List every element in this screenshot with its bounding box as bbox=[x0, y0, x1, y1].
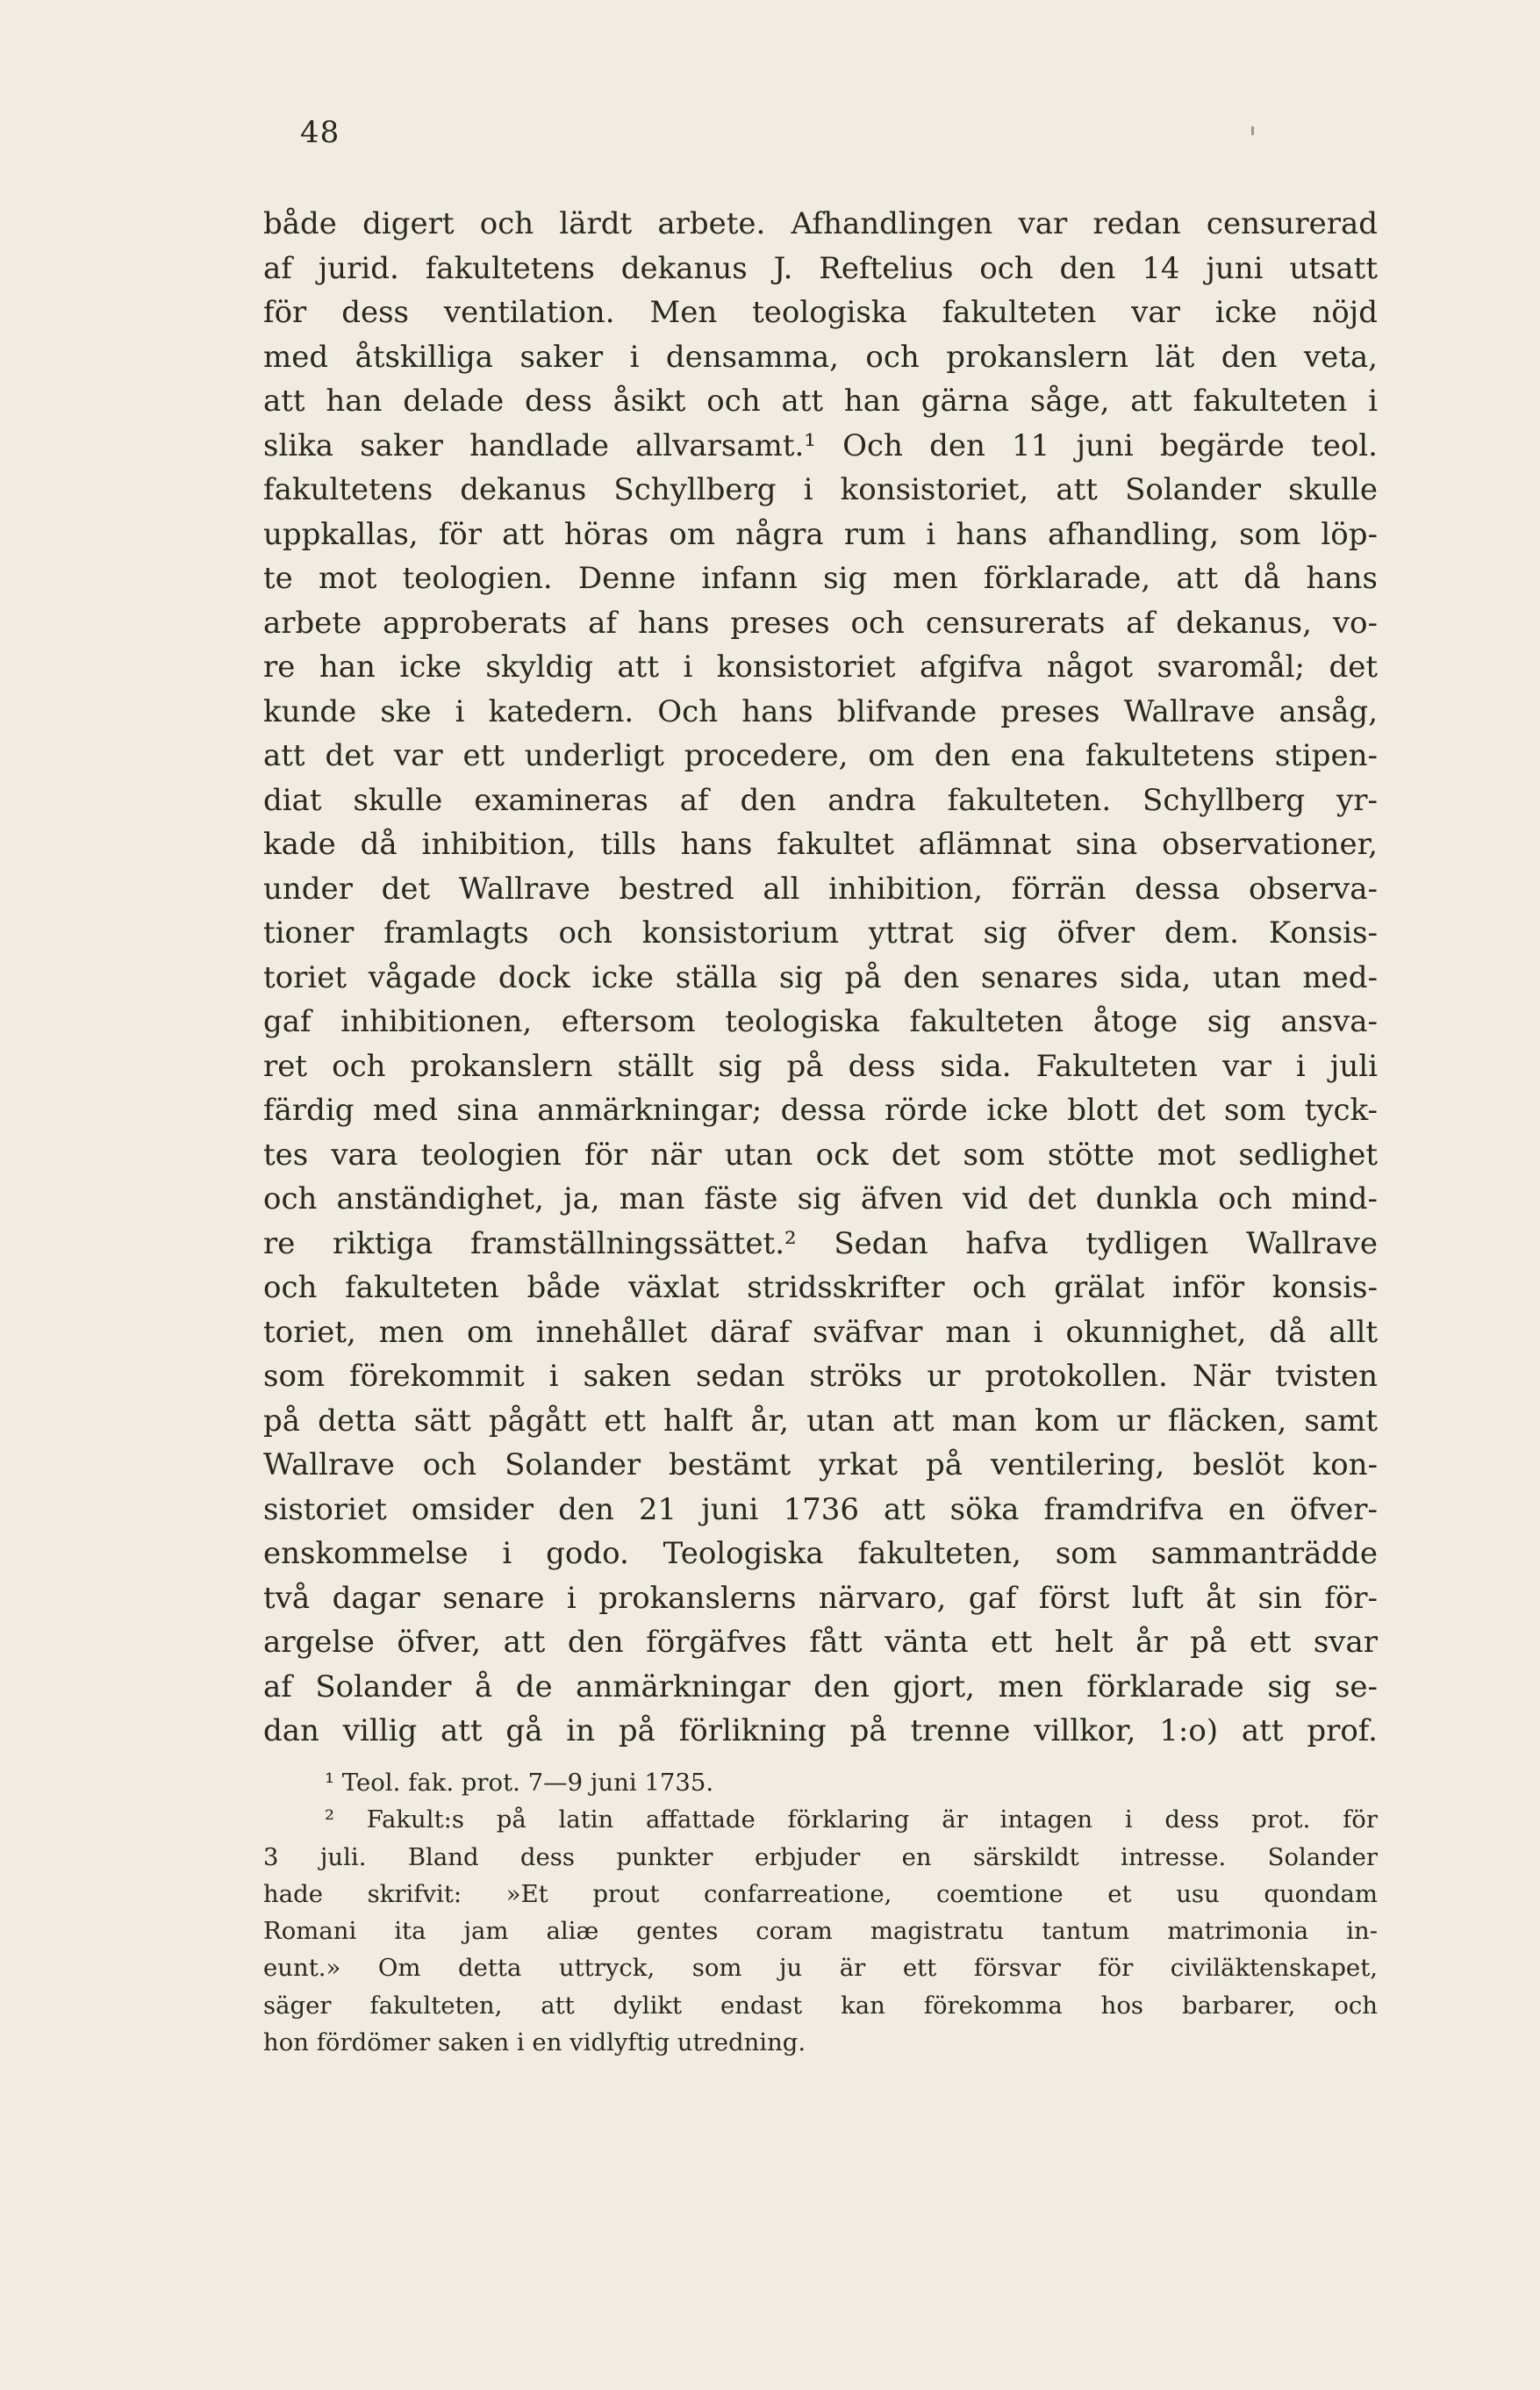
footnote-line: eunt.» Om detta uttryck, som ju är ett försvar för civiläktenskapet, bbox=[263, 1954, 1378, 1983]
stray-mark bbox=[1251, 126, 1254, 135]
body-line: på detta sätt pågått ett halft år, utan att man kom ur fläcken, samt bbox=[263, 1403, 1378, 1439]
body-line: att han delade dess åsikt och att han gärna såge, att fakulteten i bbox=[263, 384, 1378, 419]
body-line: tioner framlagts och konsistorium yttrat sig öfver dem. Konsis- bbox=[263, 915, 1378, 951]
body-line: gaf inhibitionen, eftersom teologiska fakulteten åtoge sig ansva- bbox=[263, 1004, 1378, 1039]
body-line: ret och prokanslern ställt sig på dess sida. Fakulteten var i juli bbox=[263, 1048, 1378, 1084]
body-line: under det Wallrave bestred all inhibition, förrän dessa observa- bbox=[263, 871, 1378, 907]
body-line: kade då inhibition, tills hans fakultet aflämnat sina observationer, bbox=[263, 827, 1378, 862]
footnote-line: ² Fakult:s på latin affattade förklaring är intagen i dess prot. för bbox=[325, 1805, 1378, 1834]
body-line: dan villig att gå in på förlikning på trenne villkor, 1:o) att prof. bbox=[263, 1713, 1378, 1748]
footnote-line: säger fakulteten, att dylikt endast kan förekomma hos barbarer, och bbox=[263, 1991, 1378, 2020]
body-line: argelse öfver, att den förgäfves fått vänta ett helt år på ett svar bbox=[263, 1625, 1378, 1660]
footnote-line: hon fördömer saken i en vidlyftig utredning. bbox=[263, 2028, 806, 2057]
body-line: med åtskilliga saker i densamma, och prokanslern lät den veta, bbox=[263, 339, 1378, 375]
body-line: kunde ske i katedern. Och hans blifvande preses Wallrave ansåg, bbox=[263, 693, 1378, 729]
body-line: af jurid. fakultetens dekanus J. Reftelius och den 14 juni utsatt bbox=[263, 250, 1378, 286]
body-line: uppkallas, för att höras om några rum i hans afhandling, som löp- bbox=[263, 516, 1378, 552]
footnote-line: Romani ita jam aliæ gentes coram magistratu tantum matrimonia in- bbox=[263, 1917, 1378, 1946]
body-line: slika saker handlade allvarsamt.¹ Och den 11 juni begärde teol. bbox=[263, 427, 1378, 463]
footnote-line: 3 juli. Bland dess punkter erbjuder en särskildt intresse. Solander bbox=[263, 1842, 1378, 1871]
body-line: re riktiga framställningssättet.² Sedan hafva tydligen Wallrave bbox=[263, 1225, 1378, 1261]
body-line: af Solander å de anmärkningar den gjort, men förklarade sig se- bbox=[263, 1669, 1378, 1705]
body-line: re han icke skyldig att i konsistoriet afgifva något svaromål; det bbox=[263, 650, 1378, 685]
footnote-line: ¹ Teol. fak. prot. 7—9 juni 1735. bbox=[325, 1769, 714, 1797]
body-line: både digert och lärdt arbete. Afhandlingen var redan censurerad bbox=[263, 206, 1378, 241]
body-line: toriet vågade dock icke ställa sig på den senares sida, utan med- bbox=[263, 959, 1378, 995]
body-line: diat skulle examineras af den andra fakulteten. Schyllberg yr- bbox=[263, 782, 1378, 818]
footnotes bbox=[263, 1764, 1378, 2061]
body-line: Wallrave och Solander bestämt yrkat på ventilering, beslöt kon- bbox=[263, 1447, 1378, 1482]
body-line: färdig med sina anmärkningar; dessa rörde icke blott det som tyck- bbox=[263, 1093, 1378, 1128]
footnote-line: hade skrifvit: »Et prout confarreatione, coemtione et usu quondam bbox=[263, 1879, 1378, 1908]
body-line: toriet, men om innehållet däraf sväfvar man i okunnighet, då allt bbox=[263, 1314, 1378, 1350]
body-line: två dagar senare i prokanslerns närvaro, gaf först luft åt sin för- bbox=[263, 1580, 1378, 1616]
body-line: att det var ett underligt procedere, om den ena fakultetens stipen- bbox=[263, 738, 1378, 773]
body-line: för dess ventilation. Men teologiska fakulteten var icke nöjd bbox=[263, 295, 1378, 330]
body-line: som förekommit i saken sedan ströks ur protokollen. När tvisten bbox=[263, 1359, 1378, 1394]
body-line: fakultetens dekanus Schyllberg i konsistoriet, att Solander skulle bbox=[263, 472, 1378, 507]
body-text bbox=[263, 202, 1378, 1754]
page-number: 48 bbox=[300, 115, 340, 150]
body-line: sistoriet omsider den 21 juni 1736 att söka framdrifva en öfver- bbox=[263, 1491, 1378, 1527]
body-line: tes vara teologien för när utan ock det som stötte mot sedlighet bbox=[263, 1137, 1378, 1173]
body-line: enskommelse i godo. Teologiska fakulteten, som sammanträdde bbox=[263, 1536, 1378, 1571]
body-line: och anständighet, ja, man fäste sig äfven vid det dunkla och mind- bbox=[263, 1181, 1378, 1217]
body-line: och fakulteten både växlat stridsskrifter och grälat inför konsis- bbox=[263, 1270, 1378, 1305]
body-line: te mot teologien. Denne infann sig men förklarade, att då hans bbox=[263, 561, 1378, 596]
body-line: arbete approberats af hans preses och censurerats af dekanus, vo- bbox=[263, 605, 1378, 641]
